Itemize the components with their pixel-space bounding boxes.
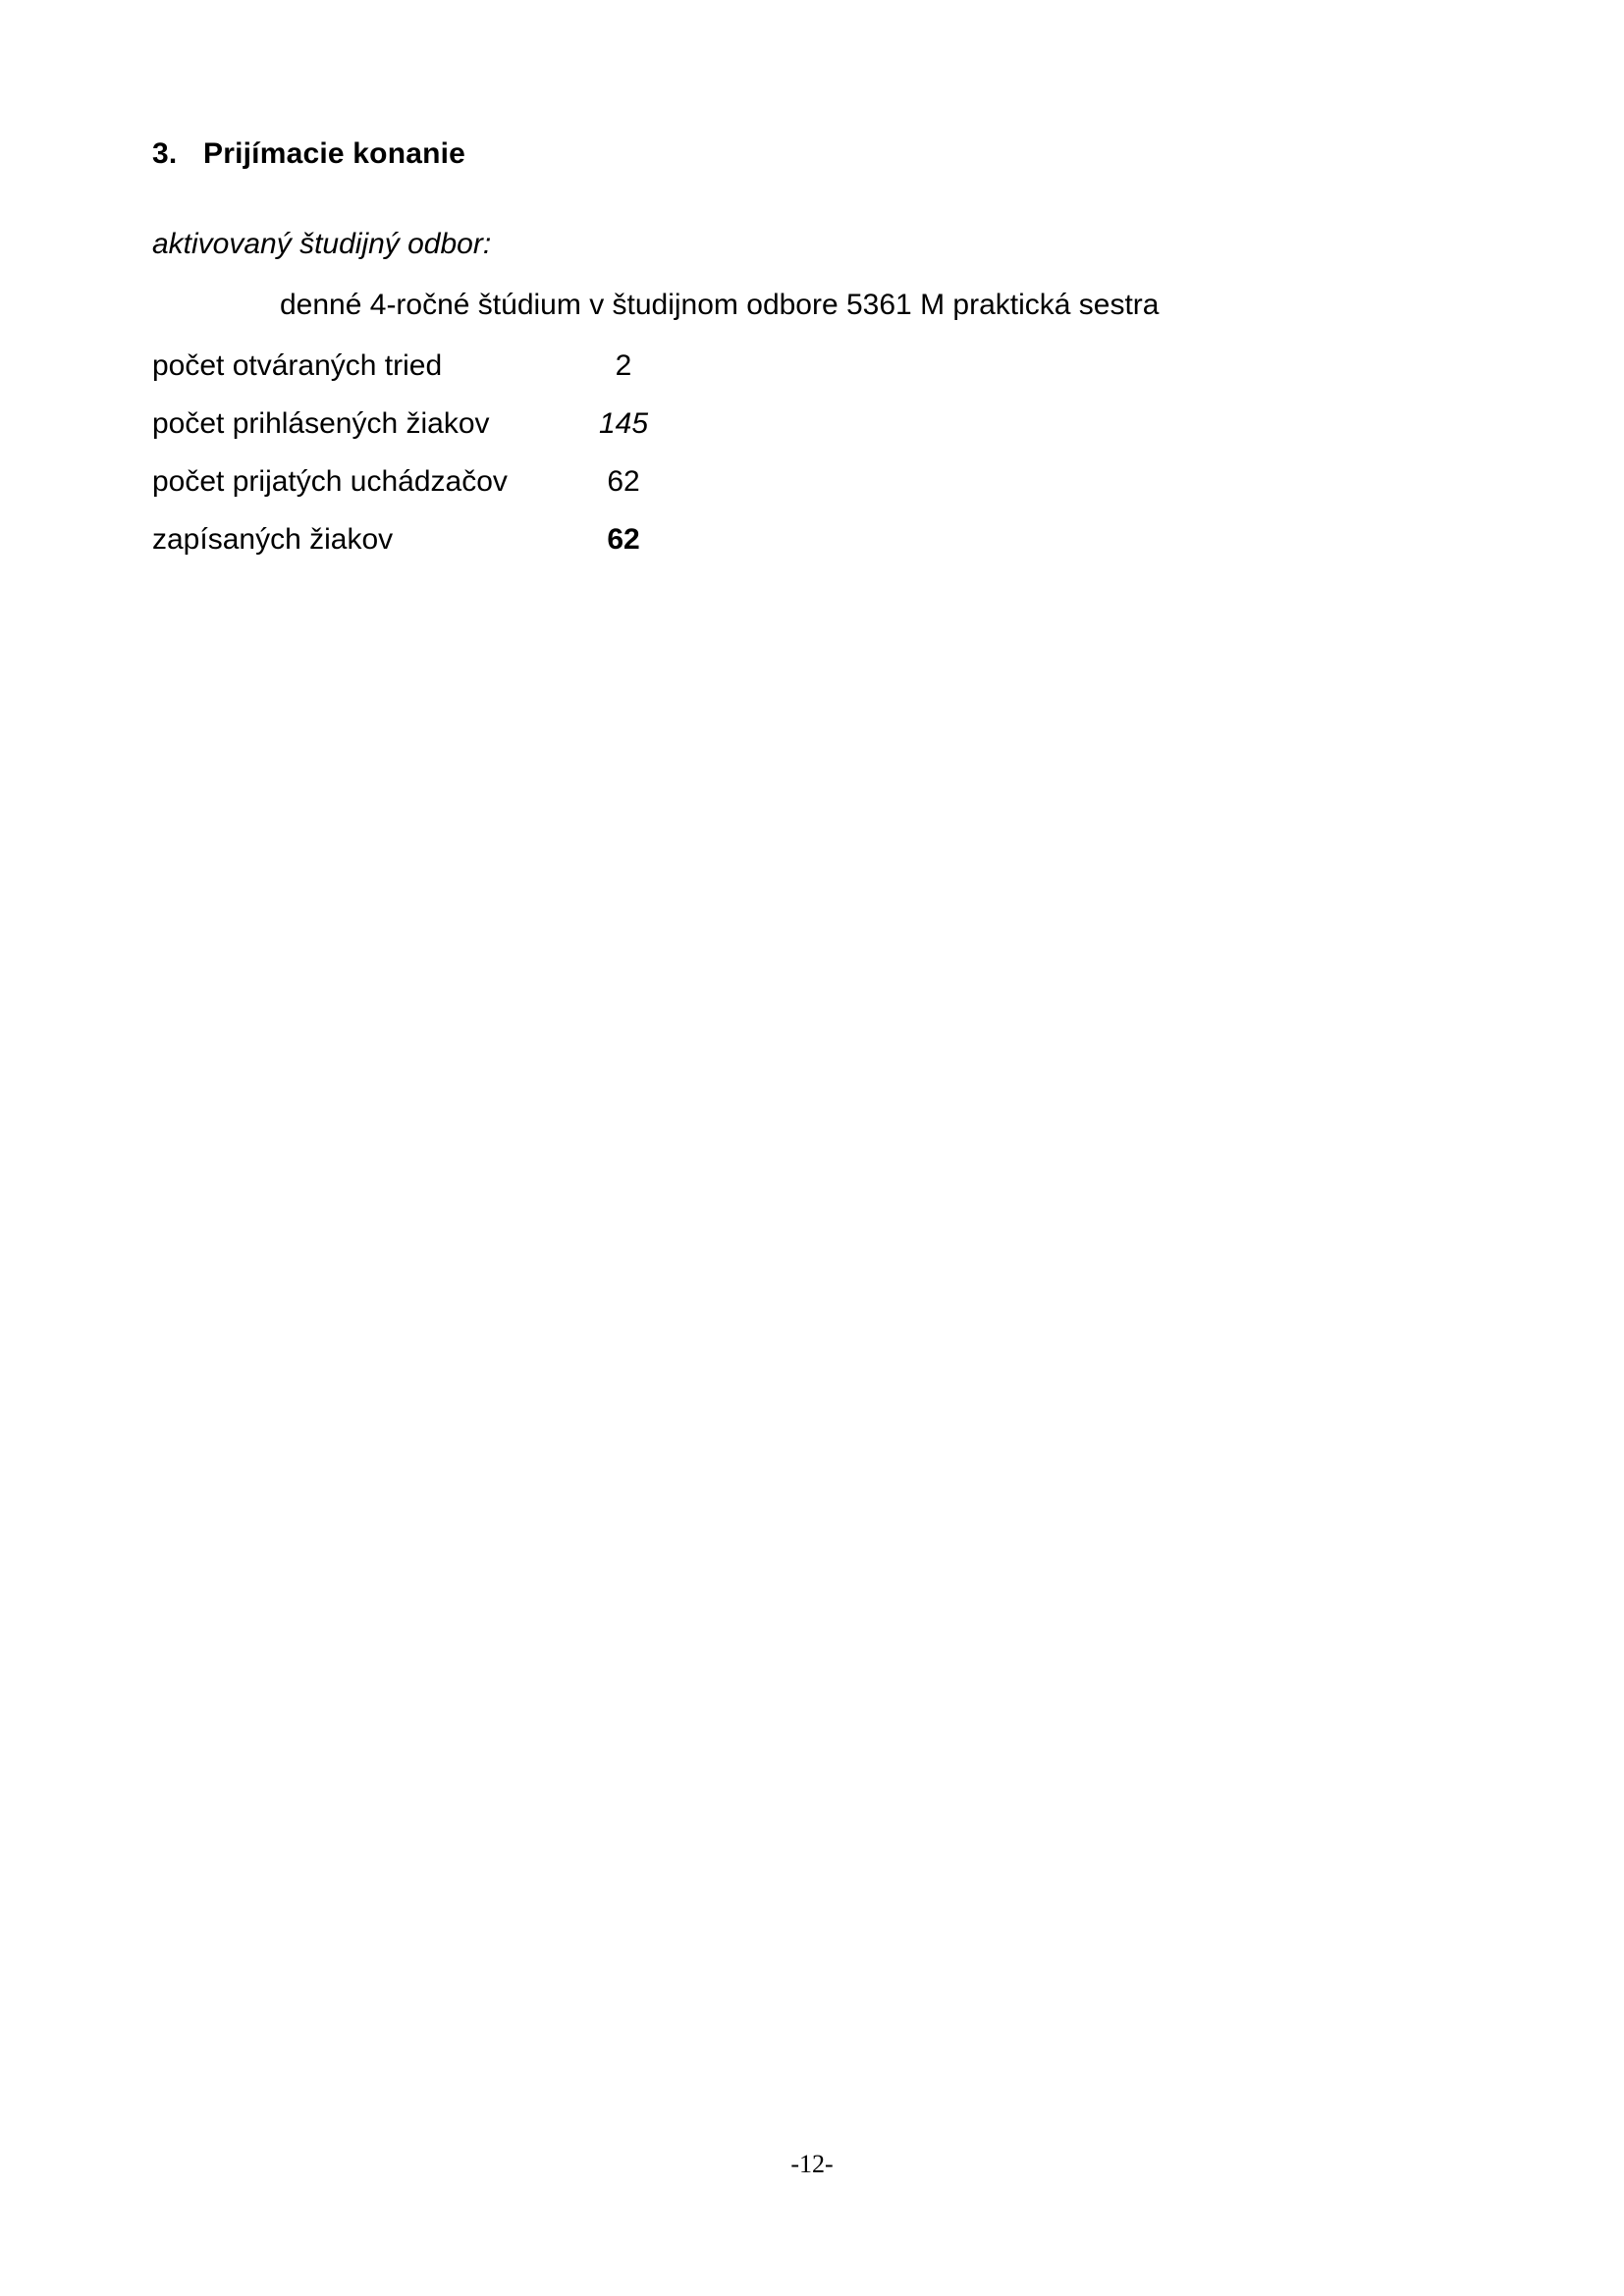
stat-value: 2 xyxy=(615,349,632,382)
section-number: 3. xyxy=(152,137,178,170)
page-number: -12- xyxy=(790,2150,834,2178)
section-title: Prijímacie konanie xyxy=(203,137,466,170)
stat-row xyxy=(152,349,1468,383)
program-description: denné 4-ročné štúdium v študijnom odbore 5361 M praktická sestra xyxy=(280,289,1160,321)
stat-value: 145 xyxy=(598,407,649,440)
stat-value: 62 xyxy=(607,523,640,556)
stat-row xyxy=(152,523,1468,557)
stat-row xyxy=(152,465,1468,499)
stat-label: zapísaných žiakov xyxy=(152,523,394,556)
stat-label: počet otváraných tried xyxy=(152,349,443,382)
stat-row xyxy=(152,407,1468,441)
subheading-activated-program: aktivovaný študijný odbor: xyxy=(152,228,492,260)
admission-stats-list xyxy=(152,349,1468,557)
stat-label: počet prijatých uchádzačov xyxy=(152,465,508,498)
document-content xyxy=(152,137,1468,557)
section-heading xyxy=(152,137,1468,171)
stat-label: počet prihlásených žiakov xyxy=(152,407,490,440)
stat-value: 62 xyxy=(607,465,640,498)
